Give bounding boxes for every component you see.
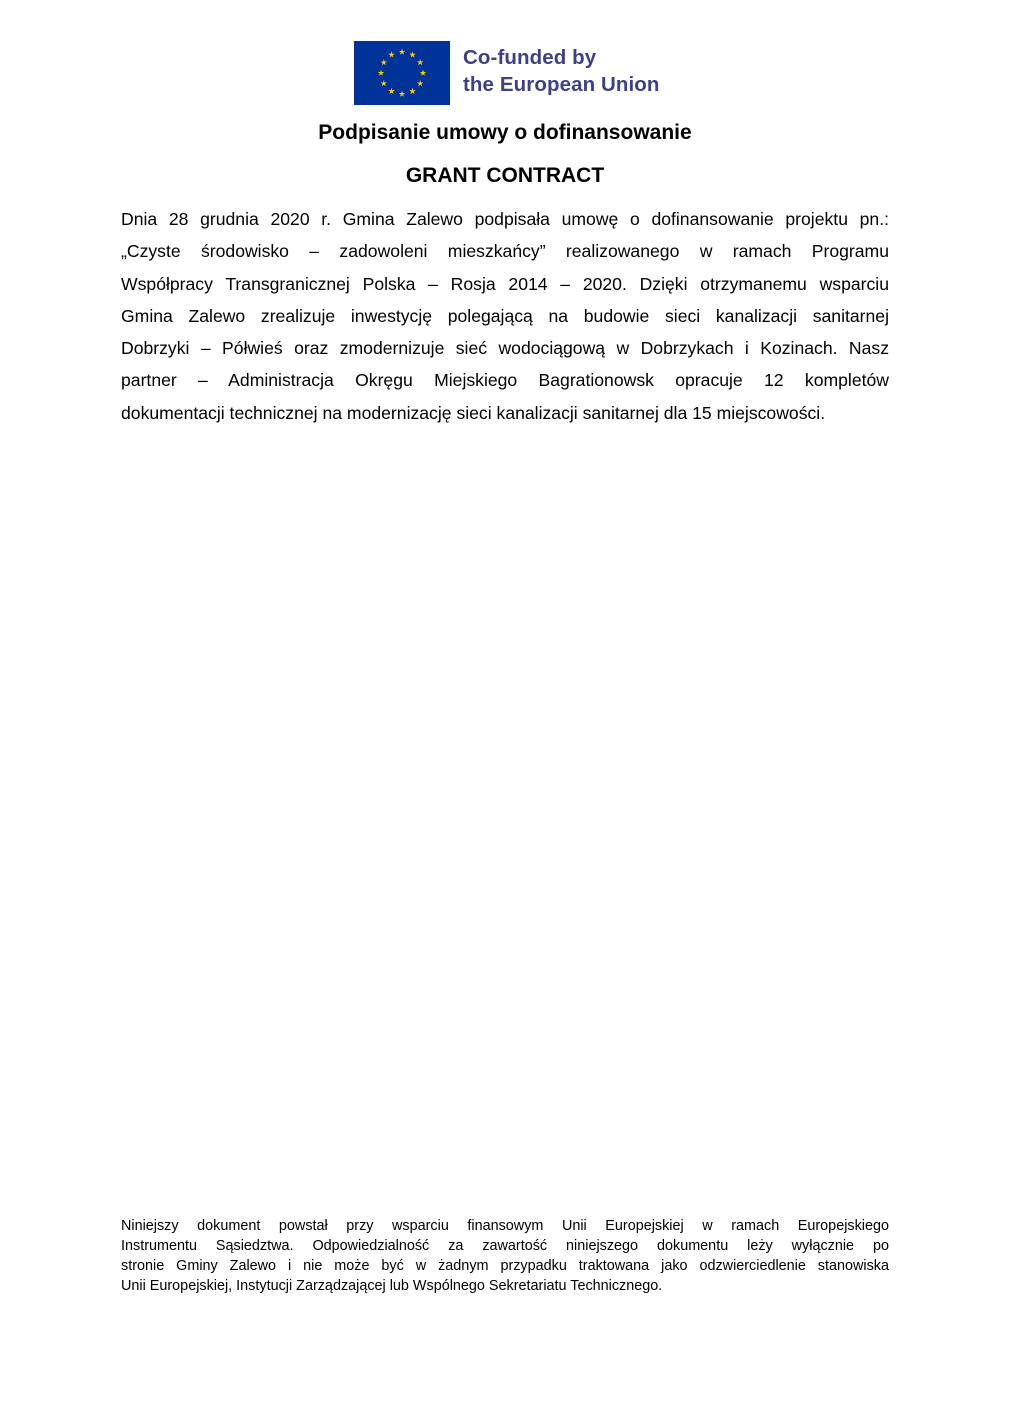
eu-flag-icon (354, 41, 450, 105)
body-paragraph (121, 203, 889, 429)
footer-line: Instrumentu Sąsiedztwa. Odpowiedzialność za zawartość niniejszego dokumentu leży wyłącznie po (121, 1238, 889, 1254)
footer-line: stronie Gminy Zalewo i nie może być w żadnym przypadku traktowana jako odzwierciedlenie stanowiska (121, 1258, 889, 1274)
body-line: Gmina Zalewo zrealizuje inwestycję polegającą na budowie sieci kanalizacji sanitarnej (121, 305, 889, 326)
body-line: Dnia 28 grudnia 2020 r. Gmina Zalewo podpisała umowę o dofinansowanie projektu pn.: (121, 209, 889, 229)
footer-disclaimer (121, 1216, 889, 1296)
body-line: partner – Administracja Okręgu Miejskiego Bagrationowsk opracuje 12 kompletów (121, 370, 889, 391)
page-subtitle: GRANT CONTRACT (405, 164, 605, 187)
page-title: Podpisanie umowy o dofinansowanie (318, 121, 692, 144)
body-line: Dobrzyki – Półwieś oraz zmodernizuje sieć wodociągową w Dobrzykach i Kozinach. Nasz (121, 338, 889, 359)
body-line: dokumentacji technicznej na modernizację sieci kanalizacji sanitarnej dla 15 miejscowości. (121, 402, 826, 423)
body-line: Współpracy Transgranicznej Polska – Rosja 2014 – 2020. Dzięki otrzymanemu wsparciu (121, 273, 889, 294)
logo-text (463, 44, 660, 98)
footer-line: Niniejszy dokument powstał przy wsparciu finansowym Unii Europejskiej w ramach Europejskiego (121, 1218, 889, 1234)
footer-line: Unii Europejskiej, Instytucji Zarządzającej lub Wspólnego Sekretariatu Technicznego. (121, 1278, 663, 1294)
eu-cofunding-logo (354, 41, 660, 105)
logo-line-eu: the European Union (463, 73, 660, 96)
body-line: „Czyste środowisko – zadowoleni mieszkańcy” realizowanego w ramach Programu (121, 241, 889, 262)
logo-line-cofunded: Co-funded by (463, 46, 597, 69)
